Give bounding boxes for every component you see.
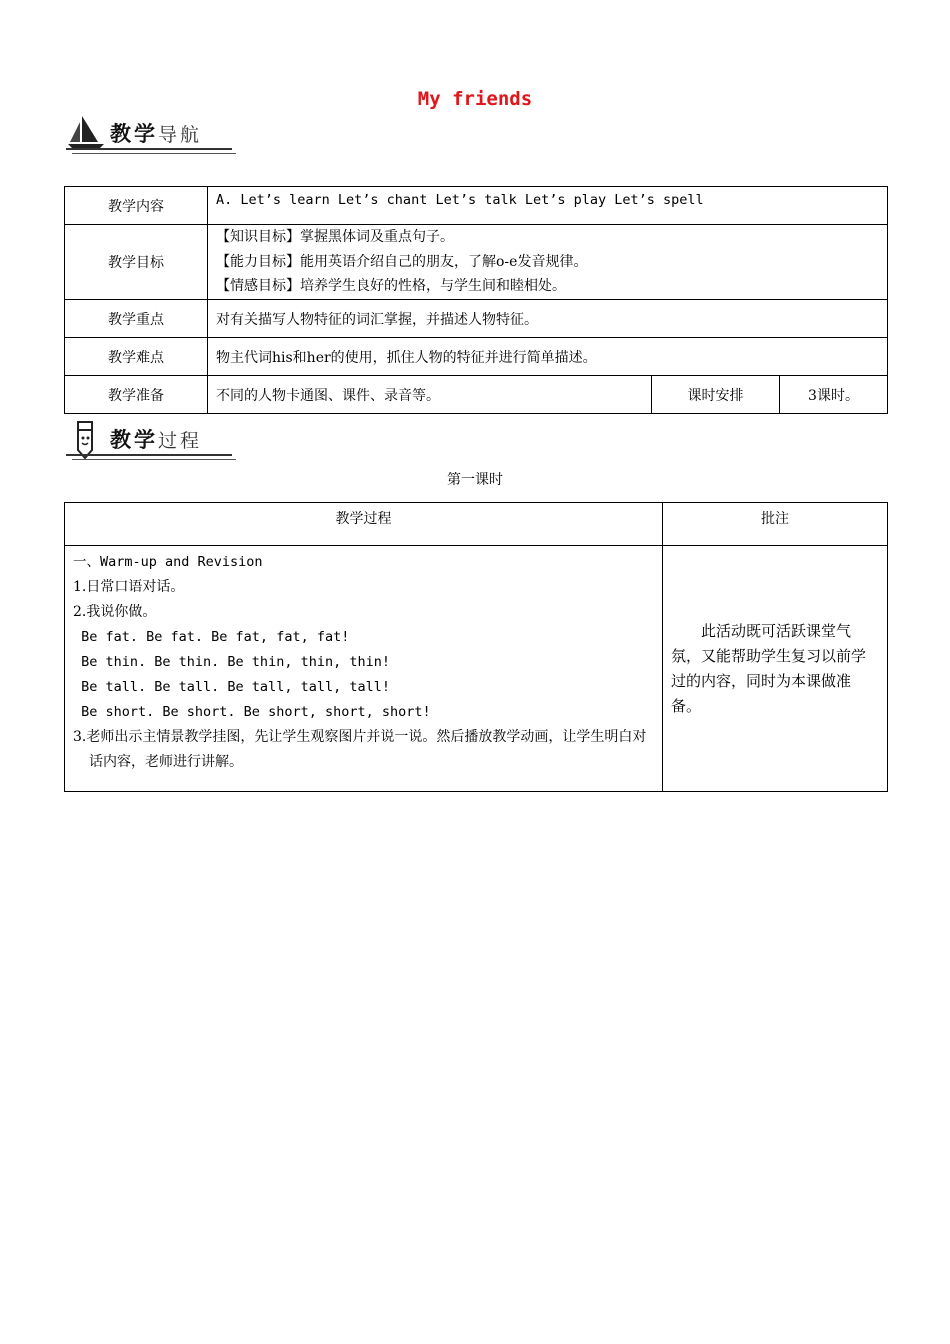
process-line: 3.老师出示主情景教学挂图，先让学生观察图片并说一说。然后播放教学动画，让学生明白对话内容，老师进行讲解。	[73, 729, 647, 770]
goals-label: 教学目标	[65, 225, 208, 300]
prep-label: 教学准备	[65, 376, 208, 414]
overview-table	[64, 186, 888, 414]
key-label: 教学重点	[65, 300, 208, 338]
process-header: 教学过程	[65, 503, 663, 546]
lesson-title: 第一课时	[447, 472, 503, 488]
process-line: Be tall. Be tall. Be tall, tall, tall!	[73, 679, 390, 695]
banner-light-text: 过程	[158, 430, 203, 452]
banner-bold-text: 教学	[110, 428, 158, 452]
process-line: Be thin. Be thin. Be thin, thin, thin!	[73, 654, 390, 670]
difficulty-value: 物主代词his和her的使用，抓住人物的特征并进行简单描述。	[208, 338, 888, 376]
key-value: 对有关描写人物特征的词汇掌握，并描述人物特征。	[208, 300, 888, 338]
process-line: 一、Warm-up and Revision	[73, 554, 263, 570]
process-line: 1.日常口语对话。	[73, 579, 185, 595]
content-value: A. Let’s learn Let’s chant Let’s talk Let’s play Let’s spell	[208, 187, 888, 225]
goals-list	[208, 225, 888, 300]
process-note	[663, 546, 888, 792]
process-line: Be fat. Be fat. Be fat, fat, fat!	[73, 629, 350, 645]
goal-knowledge: 【知识目标】掌握黑体词及重点句子。	[216, 229, 454, 246]
process-line: 2.我说你做。	[73, 604, 157, 620]
process-line: Be short. Be short. Be short, short, short!	[73, 704, 431, 720]
document-title: My friends	[417, 88, 533, 110]
schedule-label: 课时安排	[652, 376, 780, 414]
goal-ability: 【能力目标】能用英语介绍自己的朋友，了解o-e发音规律。	[216, 253, 588, 270]
content-label: 教学内容	[65, 187, 208, 225]
banner-light-text: 导航	[158, 124, 203, 146]
notes-header: 批注	[663, 503, 888, 546]
goal-emotion: 【情感目标】培养学生良好的性格，与学生间和睦相处。	[216, 278, 566, 295]
banner-bold-text: 教学	[110, 122, 158, 146]
note-text: 此活动既可活跃课堂气氛，又能帮助学生复习以前学过的内容，同时为本课做准备。	[671, 621, 867, 715]
section-banner-navigation	[66, 112, 236, 156]
schedule-value: 3课时。	[780, 376, 888, 414]
difficulty-label: 教学难点	[65, 338, 208, 376]
prep-value: 不同的人物卡通图、课件、录音等。	[208, 376, 652, 414]
process-content	[65, 546, 663, 792]
section-banner-process	[66, 418, 236, 462]
process-table	[64, 502, 888, 792]
